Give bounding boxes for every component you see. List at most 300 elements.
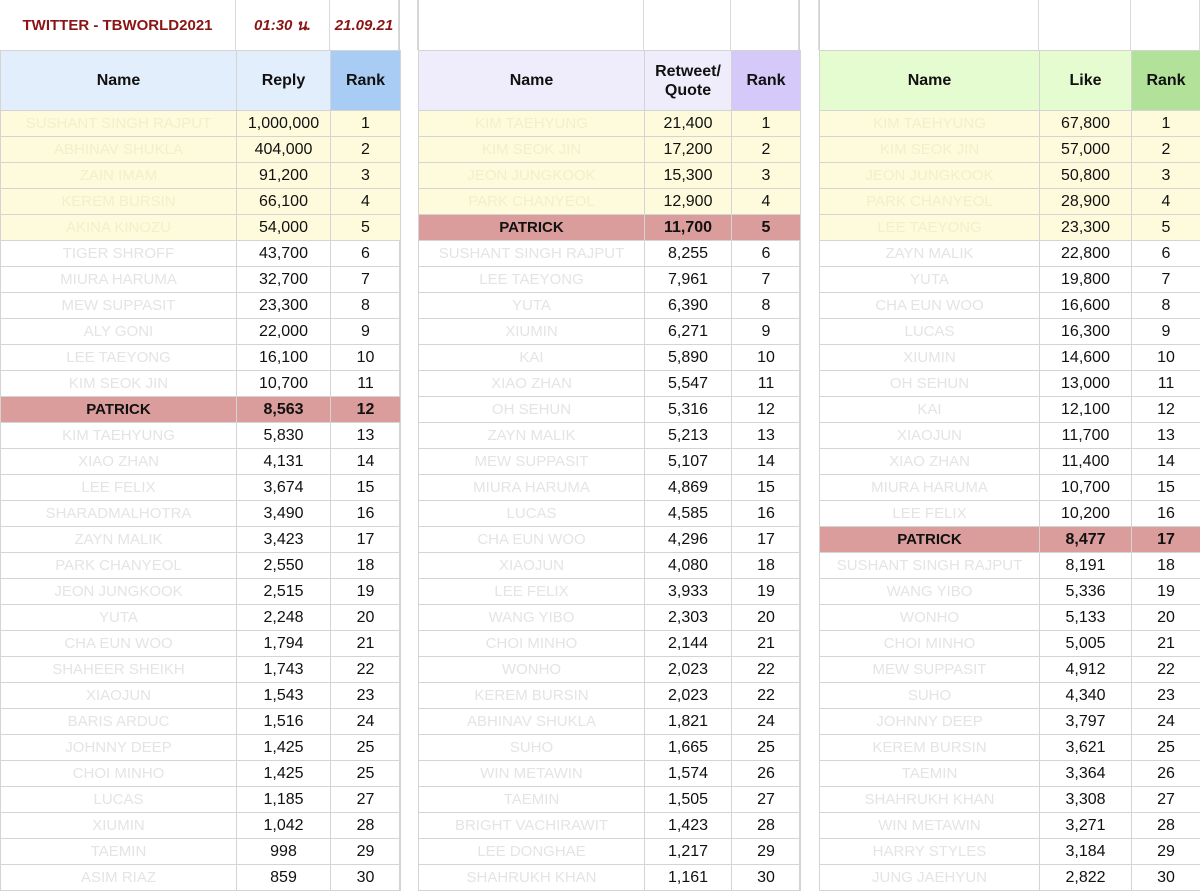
value-cell[interactable]: 1,543 — [237, 683, 331, 709]
rank-cell[interactable]: 15 — [1132, 475, 1200, 501]
value-cell[interactable]: 12,100 — [1040, 397, 1132, 423]
rank-cell[interactable]: 24 — [732, 709, 801, 735]
column-header-retweet-quote[interactable] — [645, 51, 732, 111]
value-cell[interactable]: 859 — [237, 865, 331, 891]
rank-cell[interactable]: 5 — [1132, 215, 1200, 241]
value-cell[interactable]: 3,364 — [1040, 761, 1132, 787]
value-cell[interactable]: 1,425 — [237, 735, 331, 761]
rank-cell[interactable]: 18 — [732, 553, 801, 579]
value-cell[interactable]: 3,308 — [1040, 787, 1132, 813]
table-row — [1, 215, 401, 241]
value-cell[interactable]: 32,700 — [237, 267, 331, 293]
rank-cell[interactable]: 30 — [1132, 865, 1200, 891]
name-cell[interactable]: JUNG JAEHYUN — [820, 865, 1040, 891]
name-cell[interactable]: MIURA HARUMA — [1, 267, 237, 293]
name-cell[interactable]: WIN METAWIN — [820, 813, 1040, 839]
value-cell[interactable]: 19,800 — [1040, 267, 1132, 293]
rank-cell[interactable]: 22 — [1132, 657, 1200, 683]
value-cell[interactable]: 5,133 — [1040, 605, 1132, 631]
rank-cell[interactable]: 14 — [331, 449, 401, 475]
value-cell[interactable]: 6,390 — [645, 293, 732, 319]
table-row — [820, 475, 1200, 501]
value-cell[interactable]: 2,303 — [645, 605, 732, 631]
rank-cell[interactable]: 2 — [1132, 137, 1200, 163]
rank-cell[interactable]: 11 — [732, 371, 801, 397]
name-cell[interactable]: XIAOJUN — [419, 553, 645, 579]
rank-cell[interactable]: 22 — [732, 657, 801, 683]
value-cell[interactable]: 14,600 — [1040, 345, 1132, 371]
value-cell[interactable]: 22,000 — [237, 319, 331, 345]
rank-cell[interactable]: 1 — [331, 111, 401, 137]
value-cell[interactable]: 5,890 — [645, 345, 732, 371]
name-cell[interactable]: PATRICK — [1, 397, 237, 423]
column-header-name[interactable]: Name — [419, 51, 645, 111]
value-cell[interactable]: 1,185 — [237, 787, 331, 813]
value-cell[interactable]: 10,700 — [1040, 475, 1132, 501]
table-row — [419, 267, 801, 293]
name-cell[interactable]: KIM TAEHYUNG — [1, 423, 237, 449]
value-cell[interactable]: 8,191 — [1040, 553, 1132, 579]
rank-cell[interactable]: 20 — [732, 605, 801, 631]
value-cell[interactable]: 67,800 — [1040, 111, 1132, 137]
rank-cell[interactable]: 10 — [732, 345, 801, 371]
name-cell[interactable]: LUCAS — [820, 319, 1040, 345]
value-cell[interactable]: 6,271 — [645, 319, 732, 345]
table-row — [419, 813, 801, 839]
name-cell[interactable]: LEE FELIX — [1, 475, 237, 501]
value-cell[interactable]: 1,665 — [645, 735, 732, 761]
name-cell[interactable]: MEW SUPPASIT — [419, 449, 645, 475]
name-cell[interactable]: KIM SEOK JIN — [820, 137, 1040, 163]
rank-cell[interactable]: 19 — [331, 579, 401, 605]
value-cell[interactable]: 11,400 — [1040, 449, 1132, 475]
name-cell[interactable]: KAI — [820, 397, 1040, 423]
name-cell[interactable]: XIAOJUN — [820, 423, 1040, 449]
name-cell[interactable]: CHA EUN WOO — [419, 527, 645, 553]
rank-cell[interactable]: 18 — [331, 553, 401, 579]
value-cell[interactable]: 1,516 — [237, 709, 331, 735]
rank-cell[interactable]: 11 — [331, 371, 401, 397]
value-cell[interactable]: 1,000,000 — [237, 111, 331, 137]
column-header-rank[interactable]: Rank — [1132, 51, 1200, 111]
rank-cell[interactable]: 8 — [331, 293, 401, 319]
table-row — [419, 631, 801, 657]
value-cell[interactable]: 57,000 — [1040, 137, 1132, 163]
value-cell[interactable]: 1,794 — [237, 631, 331, 657]
value-cell[interactable]: 3,797 — [1040, 709, 1132, 735]
rank-cell[interactable]: 19 — [1132, 579, 1200, 605]
value-cell[interactable]: 1,423 — [645, 813, 732, 839]
name-cell[interactable]: MIURA HARUMA — [820, 475, 1040, 501]
header-strip — [0, 0, 1200, 50]
name-cell[interactable]: AKINA KINOZU — [1, 215, 237, 241]
name-cell[interactable]: LEE TAEYONG — [419, 267, 645, 293]
name-cell[interactable]: SUHO — [419, 735, 645, 761]
name-cell[interactable]: WANG YIBO — [820, 579, 1040, 605]
value-cell[interactable]: 22,800 — [1040, 241, 1132, 267]
value-cell[interactable]: 1,042 — [237, 813, 331, 839]
rank-cell[interactable]: 25 — [1132, 735, 1200, 761]
name-cell[interactable]: SHAHEER SHEIKH — [1, 657, 237, 683]
value-cell[interactable]: 13,000 — [1040, 371, 1132, 397]
rank-cell[interactable]: 5 — [732, 215, 801, 241]
rank-cell[interactable]: 16 — [1132, 501, 1200, 527]
value-cell[interactable]: 3,271 — [1040, 813, 1132, 839]
name-cell[interactable]: JEON JUNGKOOK — [1, 579, 237, 605]
value-cell[interactable]: 3,184 — [1040, 839, 1132, 865]
value-cell[interactable]: 12,900 — [645, 189, 732, 215]
rank-cell[interactable]: 28 — [1132, 813, 1200, 839]
table-row — [1, 605, 401, 631]
rank-cell[interactable]: 17 — [732, 527, 801, 553]
rank-cell[interactable]: 23 — [1132, 683, 1200, 709]
rank-cell[interactable]: 11 — [1132, 371, 1200, 397]
rank-cell[interactable]: 2 — [331, 137, 401, 163]
name-cell[interactable]: SHAHRUKH KHAN — [419, 865, 645, 891]
value-cell[interactable]: 21,400 — [645, 111, 732, 137]
name-cell[interactable]: LEE FELIX — [419, 579, 645, 605]
name-cell[interactable]: XIUMIN — [419, 319, 645, 345]
value-cell[interactable]: 23,300 — [1040, 215, 1132, 241]
name-cell[interactable]: SUSHANT SINGH RAJPUT — [419, 241, 645, 267]
value-cell[interactable]: 2,023 — [645, 683, 732, 709]
rank-cell[interactable]: 25 — [732, 735, 801, 761]
value-cell[interactable]: 50,800 — [1040, 163, 1132, 189]
empty-cell — [418, 0, 644, 50]
name-cell[interactable]: WONHO — [419, 657, 645, 683]
name-cell[interactable]: YUTA — [1, 605, 237, 631]
name-cell[interactable]: WIN METAWIN — [419, 761, 645, 787]
name-cell[interactable]: XIAO ZHAN — [1, 449, 237, 475]
name-cell[interactable]: LUCAS — [1, 787, 237, 813]
name-cell[interactable]: PARK CHANYEOL — [419, 189, 645, 215]
value-cell[interactable]: 1,217 — [645, 839, 732, 865]
value-cell[interactable]: 4,912 — [1040, 657, 1132, 683]
rank-cell[interactable]: 3 — [331, 163, 401, 189]
value-cell[interactable]: 5,213 — [645, 423, 732, 449]
value-cell[interactable]: 2,550 — [237, 553, 331, 579]
name-cell[interactable]: KAI — [419, 345, 645, 371]
rank-cell[interactable]: 20 — [1132, 605, 1200, 631]
rank-cell[interactable]: 1 — [732, 111, 801, 137]
column-header-rank[interactable]: Rank — [732, 51, 801, 111]
rank-cell[interactable]: 15 — [331, 475, 401, 501]
value-cell[interactable]: 16,300 — [1040, 319, 1132, 345]
name-cell[interactable]: WANG YIBO — [419, 605, 645, 631]
name-cell[interactable]: KEREM BURSIN — [820, 735, 1040, 761]
rank-cell[interactable]: 17 — [1132, 527, 1200, 553]
value-cell[interactable]: 2,822 — [1040, 865, 1132, 891]
value-cell[interactable]: 2,248 — [237, 605, 331, 631]
rank-cell[interactable]: 25 — [331, 761, 401, 787]
name-cell[interactable]: SUSHANT SINGH RAJPUT — [820, 553, 1040, 579]
table-row — [419, 319, 801, 345]
value-cell[interactable]: 23,300 — [237, 293, 331, 319]
rank-cell[interactable]: 29 — [732, 839, 801, 865]
name-cell[interactable]: PARK CHANYEOL — [820, 189, 1040, 215]
table-row — [419, 449, 801, 475]
rank-cell[interactable]: 2 — [732, 137, 801, 163]
value-cell[interactable]: 4,585 — [645, 501, 732, 527]
name-cell[interactable]: SUSHANT SINGH RAJPUT — [1, 111, 237, 137]
name-cell[interactable]: CHOI MINHO — [419, 631, 645, 657]
name-cell[interactable]: ZAIN IMAM — [1, 163, 237, 189]
value-cell[interactable]: 1,505 — [645, 787, 732, 813]
name-cell[interactable]: ZAYN MALIK — [820, 241, 1040, 267]
rank-cell[interactable]: 30 — [732, 865, 801, 891]
value-cell[interactable]: 5,107 — [645, 449, 732, 475]
rank-cell[interactable]: 3 — [1132, 163, 1200, 189]
name-cell[interactable]: CHA EUN WOO — [1, 631, 237, 657]
name-cell[interactable]: HARRY STYLES — [820, 839, 1040, 865]
name-cell[interactable]: SUHO — [820, 683, 1040, 709]
name-cell[interactable]: XIAOJUN — [1, 683, 237, 709]
column-header-like[interactable]: Like — [1040, 51, 1132, 111]
rank-cell[interactable]: 13 — [1132, 423, 1200, 449]
rank-cell[interactable]: 7 — [331, 267, 401, 293]
rank-cell[interactable]: 10 — [1132, 345, 1200, 371]
table-row — [1, 813, 401, 839]
rank-cell[interactable]: 21 — [732, 631, 801, 657]
name-cell[interactable]: XIAO ZHAN — [419, 371, 645, 397]
name-cell[interactable]: TIGER SHROFF — [1, 241, 237, 267]
rank-cell[interactable]: 12 — [331, 397, 401, 423]
rank-cell[interactable]: 17 — [331, 527, 401, 553]
name-cell[interactable]: KIM SEOK JIN — [419, 137, 645, 163]
rank-cell[interactable]: 23 — [331, 683, 401, 709]
rank-cell[interactable]: 29 — [1132, 839, 1200, 865]
name-cell[interactable]: ZAYN MALIK — [1, 527, 237, 553]
value-cell[interactable]: 10,200 — [1040, 501, 1132, 527]
value-cell[interactable]: 8,563 — [237, 397, 331, 423]
name-cell[interactable]: PARK CHANYEOL — [1, 553, 237, 579]
rank-cell[interactable]: 27 — [1132, 787, 1200, 813]
value-cell[interactable]: 66,100 — [237, 189, 331, 215]
name-cell[interactable]: PATRICK — [820, 527, 1040, 553]
value-cell[interactable]: 2,515 — [237, 579, 331, 605]
column-header-name[interactable]: Name — [820, 51, 1040, 111]
name-cell[interactable]: ABHINAV SHUKLA — [419, 709, 645, 735]
name-cell[interactable]: KIM SEOK JIN — [1, 371, 237, 397]
value-cell[interactable]: 7,961 — [645, 267, 732, 293]
value-cell[interactable]: 5,005 — [1040, 631, 1132, 657]
name-cell[interactable]: JOHNNY DEEP — [820, 709, 1040, 735]
name-cell[interactable]: JOHNNY DEEP — [1, 735, 237, 761]
name-cell[interactable]: XIUMIN — [1, 813, 237, 839]
table-row — [419, 865, 801, 891]
rank-cell[interactable]: 20 — [331, 605, 401, 631]
value-cell[interactable]: 28,900 — [1040, 189, 1132, 215]
name-cell[interactable]: ABHINAV SHUKLA — [1, 137, 237, 163]
value-cell[interactable]: 17,200 — [645, 137, 732, 163]
rank-cell[interactable]: 16 — [732, 501, 801, 527]
name-cell[interactable]: KIM TAEHYUNG — [820, 111, 1040, 137]
rank-cell[interactable]: 22 — [732, 683, 801, 709]
rank-cell[interactable]: 12 — [732, 397, 801, 423]
name-cell[interactable]: YUTA — [820, 267, 1040, 293]
rank-cell[interactable]: 16 — [331, 501, 401, 527]
rank-cell[interactable]: 21 — [331, 631, 401, 657]
rank-cell[interactable]: 9 — [331, 319, 401, 345]
rank-cell[interactable]: 3 — [732, 163, 801, 189]
value-cell[interactable]: 1,743 — [237, 657, 331, 683]
name-cell[interactable]: ASIM RIAZ — [1, 865, 237, 891]
name-cell[interactable]: MEW SUPPASIT — [820, 657, 1040, 683]
rank-cell[interactable]: 30 — [331, 865, 401, 891]
value-cell[interactable]: 8,255 — [645, 241, 732, 267]
name-cell[interactable]: JEON JUNGKOOK — [419, 163, 645, 189]
value-cell[interactable]: 998 — [237, 839, 331, 865]
value-cell[interactable]: 54,000 — [237, 215, 331, 241]
rank-cell[interactable]: 7 — [732, 267, 801, 293]
rank-cell[interactable]: 24 — [331, 709, 401, 735]
name-cell[interactable]: SHAHRUKH KHAN — [820, 787, 1040, 813]
rank-cell[interactable]: 29 — [331, 839, 401, 865]
name-cell[interactable]: MIURA HARUMA — [419, 475, 645, 501]
value-cell[interactable]: 43,700 — [237, 241, 331, 267]
table-row — [1, 579, 401, 605]
name-cell[interactable]: KIM TAEHYUNG — [419, 111, 645, 137]
column-header-rank[interactable]: Rank — [331, 51, 401, 111]
value-cell[interactable]: 11,700 — [1040, 423, 1132, 449]
rank-cell[interactable]: 19 — [732, 579, 801, 605]
value-cell[interactable]: 3,423 — [237, 527, 331, 553]
value-cell[interactable]: 5,336 — [1040, 579, 1132, 605]
value-cell[interactable]: 4,080 — [645, 553, 732, 579]
value-cell[interactable]: 404,000 — [237, 137, 331, 163]
name-cell[interactable]: TAEMIN — [419, 787, 645, 813]
value-cell[interactable]: 16,100 — [237, 345, 331, 371]
value-cell[interactable]: 3,933 — [645, 579, 732, 605]
value-cell[interactable]: 3,490 — [237, 501, 331, 527]
name-cell[interactable]: OH SEHUN — [820, 371, 1040, 397]
value-cell[interactable]: 91,200 — [237, 163, 331, 189]
name-cell[interactable]: LEE TAEYONG — [1, 345, 237, 371]
value-cell[interactable]: 3,674 — [237, 475, 331, 501]
value-cell[interactable]: 4,296 — [645, 527, 732, 553]
name-cell[interactable]: BRIGHT VACHIRAWIT — [419, 813, 645, 839]
rank-cell[interactable]: 14 — [732, 449, 801, 475]
table-row — [1, 319, 401, 345]
rank-cell[interactable]: 4 — [732, 189, 801, 215]
value-cell[interactable]: 11,700 — [645, 215, 732, 241]
value-cell[interactable]: 5,547 — [645, 371, 732, 397]
value-cell[interactable]: 8,477 — [1040, 527, 1132, 553]
reply-table — [0, 50, 401, 891]
name-cell[interactable]: TAEMIN — [820, 761, 1040, 787]
name-cell[interactable]: TAEMIN — [1, 839, 237, 865]
rank-cell[interactable]: 27 — [732, 787, 801, 813]
column-header-name[interactable]: Name — [1, 51, 237, 111]
value-cell[interactable]: 5,830 — [237, 423, 331, 449]
rank-cell[interactable]: 6 — [331, 241, 401, 267]
name-cell[interactable]: LUCAS — [419, 501, 645, 527]
table-row — [419, 475, 801, 501]
value-cell[interactable]: 5,316 — [645, 397, 732, 423]
rank-cell[interactable]: 24 — [1132, 709, 1200, 735]
name-cell[interactable]: XIAO ZHAN — [820, 449, 1040, 475]
value-cell[interactable]: 1,425 — [237, 761, 331, 787]
value-cell[interactable]: 1,574 — [645, 761, 732, 787]
rank-cell[interactable]: 18 — [1132, 553, 1200, 579]
name-cell[interactable]: KEREM BURSIN — [419, 683, 645, 709]
rank-cell[interactable]: 21 — [1132, 631, 1200, 657]
table-row — [820, 631, 1200, 657]
name-cell[interactable]: ALY GONI — [1, 319, 237, 345]
rank-cell[interactable]: 14 — [1132, 449, 1200, 475]
value-cell[interactable]: 2,023 — [645, 657, 732, 683]
rank-cell[interactable]: 27 — [331, 787, 401, 813]
rank-cell[interactable]: 26 — [1132, 761, 1200, 787]
rank-cell[interactable]: 7 — [1132, 267, 1200, 293]
value-cell[interactable]: 1,821 — [645, 709, 732, 735]
name-cell[interactable]: CHA EUN WOO — [820, 293, 1040, 319]
name-cell[interactable]: ZAYN MALIK — [419, 423, 645, 449]
value-cell[interactable]: 3,621 — [1040, 735, 1132, 761]
name-cell[interactable]: KEREM BURSIN — [1, 189, 237, 215]
name-cell[interactable]: LEE DONGHAE — [419, 839, 645, 865]
name-cell[interactable]: JEON JUNGKOOK — [820, 163, 1040, 189]
name-cell[interactable]: SHARADMALHOTRA — [1, 501, 237, 527]
table-row — [820, 761, 1200, 787]
name-cell[interactable]: BARIS ARDUC — [1, 709, 237, 735]
value-cell[interactable]: 4,869 — [645, 475, 732, 501]
rank-cell[interactable]: 12 — [1132, 397, 1200, 423]
name-cell[interactable]: YUTA — [419, 293, 645, 319]
rank-cell[interactable]: 10 — [331, 345, 401, 371]
rank-cell[interactable]: 1 — [1132, 111, 1200, 137]
value-cell[interactable]: 16,600 — [1040, 293, 1132, 319]
name-cell[interactable]: PATRICK — [419, 215, 645, 241]
name-cell[interactable]: LEE FELIX — [820, 501, 1040, 527]
value-cell[interactable]: 4,131 — [237, 449, 331, 475]
rank-cell[interactable]: 13 — [331, 423, 401, 449]
name-cell[interactable]: CHOI MINHO — [1, 761, 237, 787]
name-cell[interactable]: WONHO — [820, 605, 1040, 631]
rank-cell[interactable]: 22 — [331, 657, 401, 683]
value-cell[interactable]: 15,300 — [645, 163, 732, 189]
name-cell[interactable]: XIUMIN — [820, 345, 1040, 371]
column-header-reply[interactable]: Reply — [237, 51, 331, 111]
value-cell[interactable]: 2,144 — [645, 631, 732, 657]
rank-cell[interactable]: 6 — [732, 241, 801, 267]
rank-cell[interactable]: 6 — [1132, 241, 1200, 267]
rank-cell[interactable]: 4 — [331, 189, 401, 215]
name-cell[interactable]: LEE TAEYONG — [820, 215, 1040, 241]
rank-cell[interactable]: 8 — [732, 293, 801, 319]
value-cell[interactable]: 10,700 — [237, 371, 331, 397]
rank-cell[interactable]: 28 — [331, 813, 401, 839]
value-cell[interactable]: 1,161 — [645, 865, 732, 891]
rank-cell[interactable]: 5 — [331, 215, 401, 241]
table-row — [1, 631, 401, 657]
name-cell[interactable]: CHOI MINHO — [820, 631, 1040, 657]
name-cell[interactable]: OH SEHUN — [419, 397, 645, 423]
rank-cell[interactable]: 8 — [1132, 293, 1200, 319]
rank-cell[interactable]: 26 — [732, 761, 801, 787]
table-row — [1, 865, 401, 891]
table-row — [419, 709, 801, 735]
rank-cell[interactable]: 28 — [732, 813, 801, 839]
rank-cell[interactable]: 13 — [732, 423, 801, 449]
rank-cell[interactable]: 9 — [1132, 319, 1200, 345]
value-cell[interactable]: 4,340 — [1040, 683, 1132, 709]
name-cell[interactable]: MEW SUPPASIT — [1, 293, 237, 319]
rank-cell[interactable]: 4 — [1132, 189, 1200, 215]
rank-cell[interactable]: 9 — [732, 319, 801, 345]
rank-cell[interactable]: 25 — [331, 735, 401, 761]
rank-cell[interactable]: 15 — [732, 475, 801, 501]
